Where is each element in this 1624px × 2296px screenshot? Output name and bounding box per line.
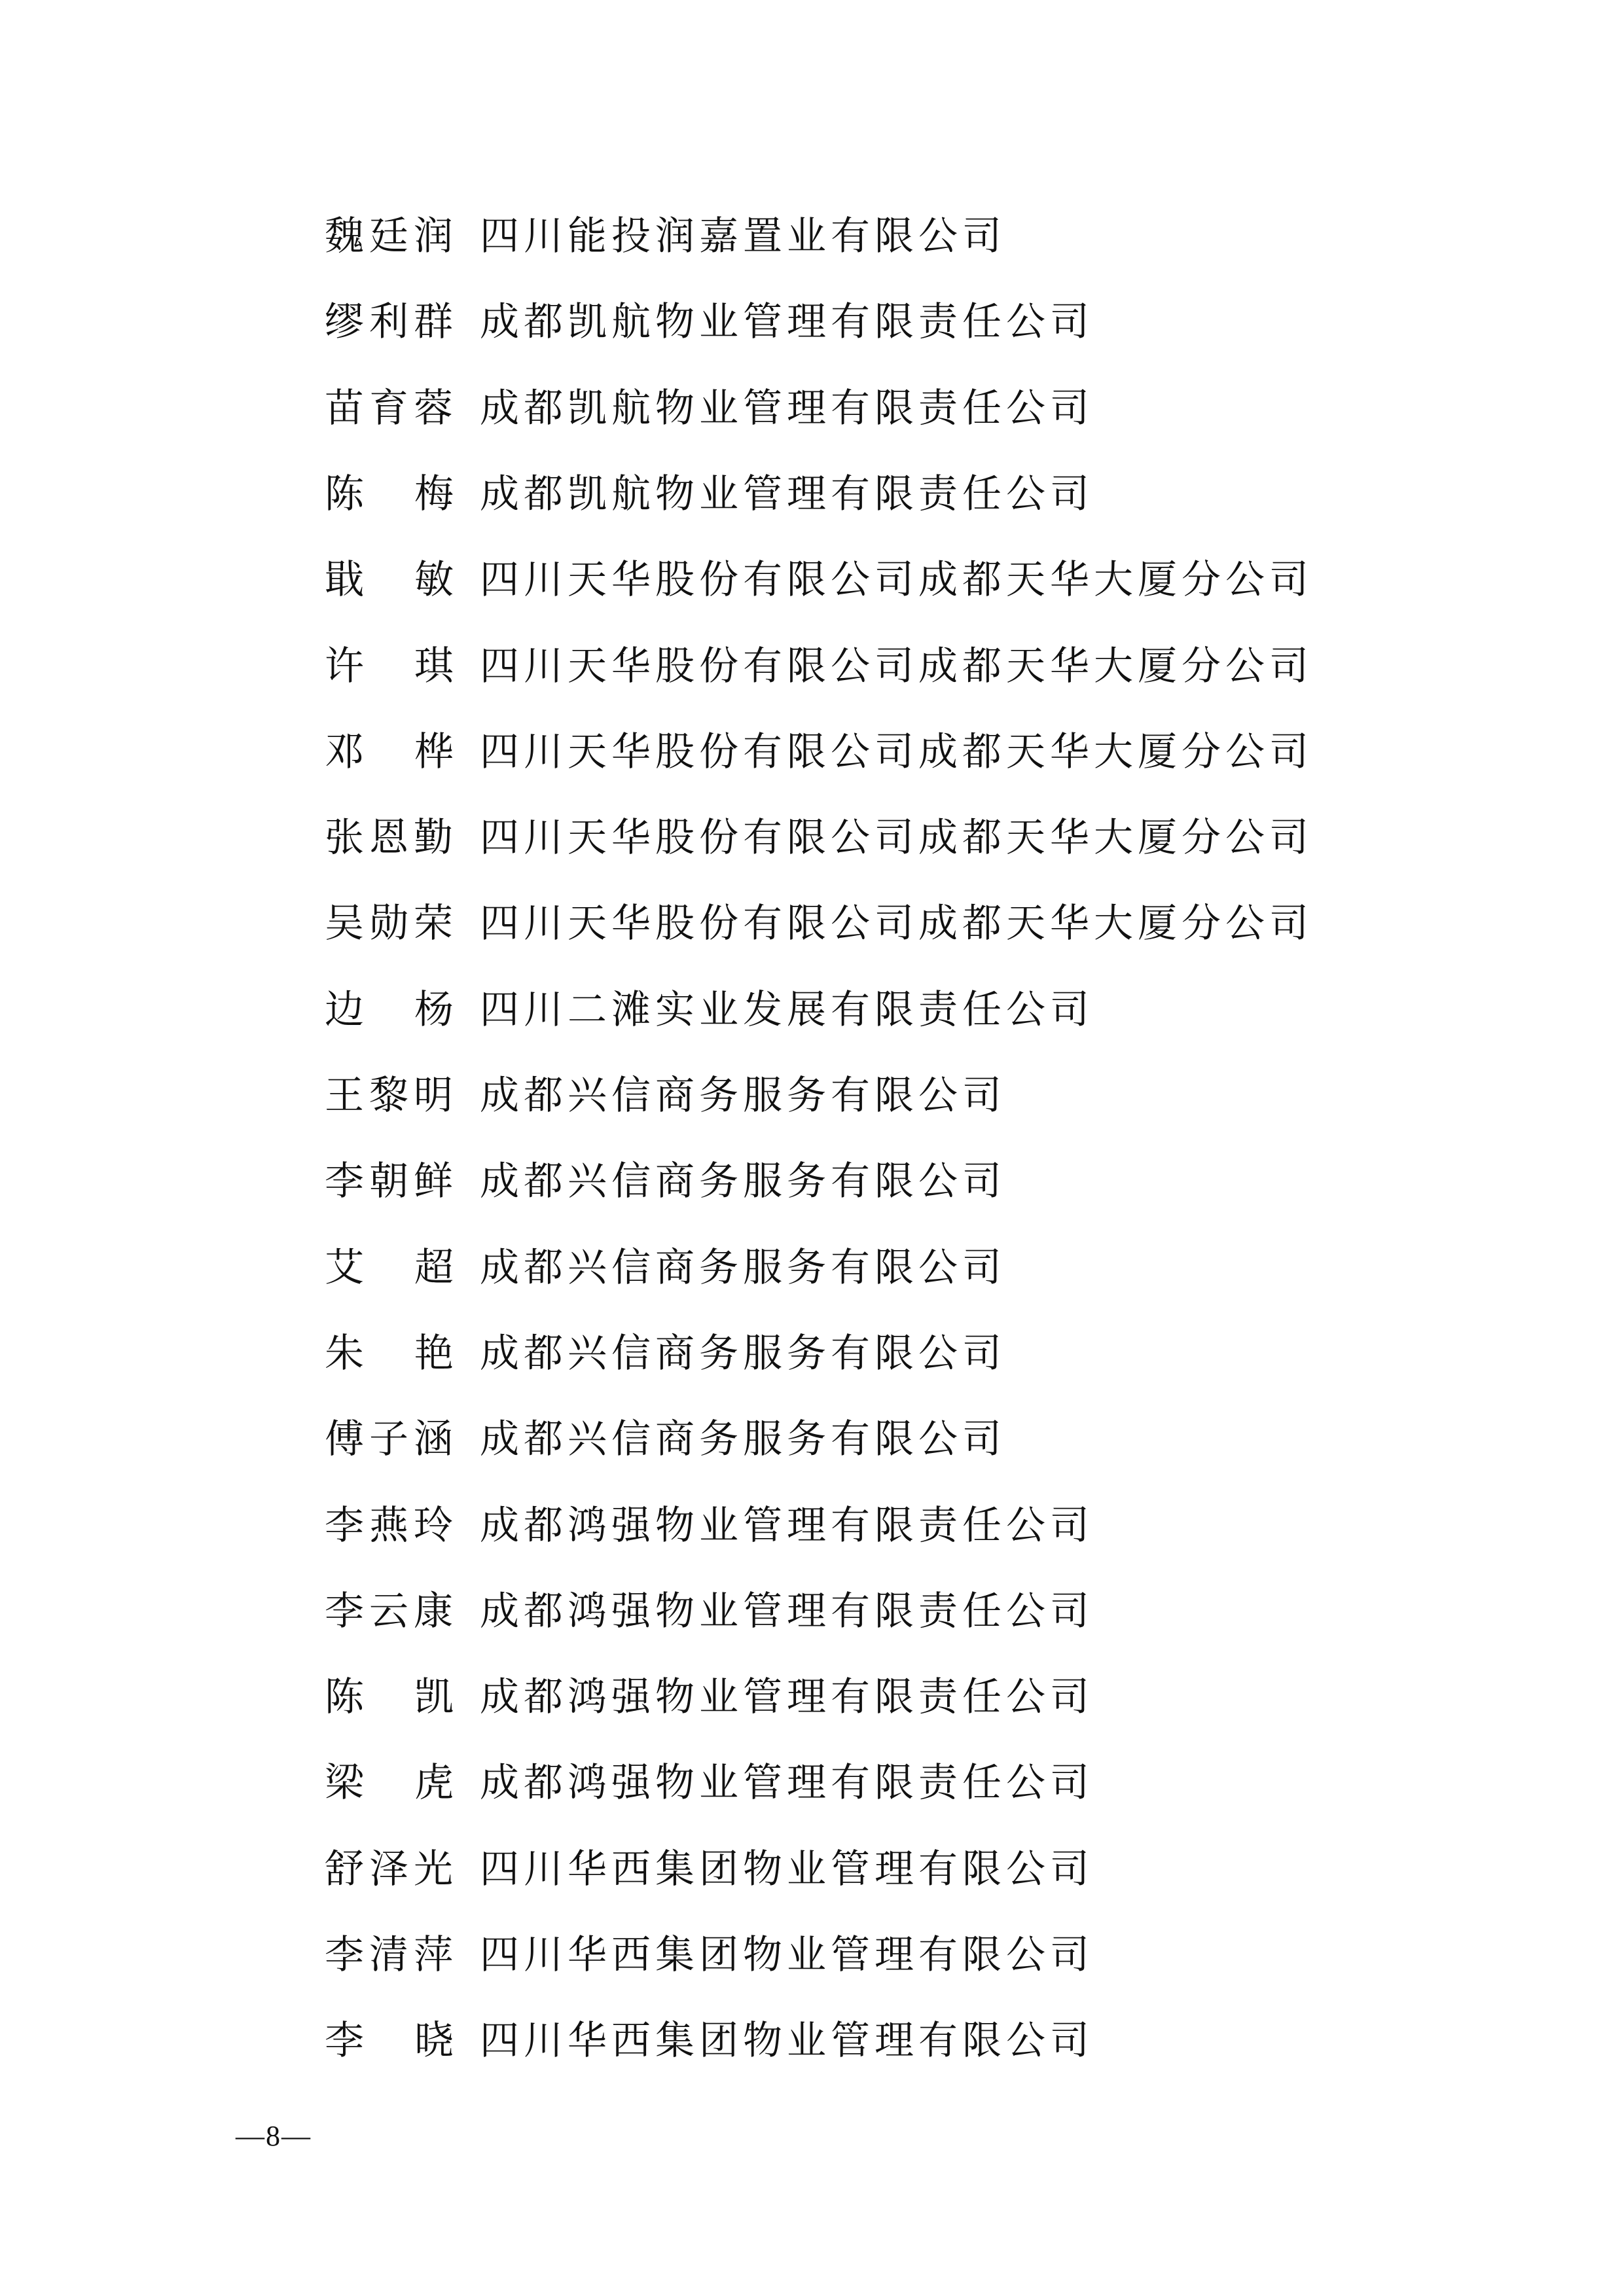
person-name: 李云康 [325,1588,458,1634]
company-name: 成都兴信商务服务有限公司 [480,1073,1006,1119]
company-name: 四川能投润嘉置业有限公司 [480,213,1006,259]
list-item [325,382,1094,435]
company-name: 成都鸿强物业管理有限责任公司 [480,1588,1094,1634]
company-name: 成都兴信商务服务有限公司 [480,1330,1006,1376]
person-name: 艾超 [325,1244,504,1291]
list-item [325,1155,1006,1208]
company-name: 四川天华股份有限公司成都天华大厦分公司 [480,815,1313,861]
list-item [325,296,1094,348]
list-item [325,210,1006,262]
person-name: 王黎明 [325,1073,458,1119]
person-name: 李晓 [325,2018,504,2064]
company-name: 四川华西集团物业管理有限公司 [480,2018,1094,2064]
person-name: 李燕玲 [325,1502,458,1549]
person-name: 陈梅 [325,471,504,517]
list-item [325,1671,1094,1723]
person-name: 魏廷润 [325,213,458,259]
company-name: 成都鸿强物业管理有限责任公司 [480,1760,1094,1806]
company-name: 成都兴信商务服务有限公司 [480,1158,1006,1205]
list-item [325,1757,1094,1809]
list-item [325,984,1094,1036]
company-name: 四川华西集团物业管理有限公司 [480,1932,1094,1978]
list-item [325,1242,1006,1294]
company-name: 四川天华股份有限公司成都天华大厦分公司 [480,728,1313,775]
company-name: 四川二滩实业发展有限责任公司 [480,986,1094,1033]
list-item [325,1585,1094,1638]
person-name: 邓桦 [325,728,504,775]
person-name: 戢敏 [325,557,504,603]
person-name: 苗育蓉 [325,385,458,431]
list-item [325,1499,1094,1552]
list-item [325,468,1094,520]
company-name: 成都凯航物业管理有限责任公司 [480,471,1094,517]
person-name: 边杨 [325,986,504,1033]
company-name: 成都凯航物业管理有限责任公司 [480,385,1094,431]
person-name: 许琪 [325,643,504,689]
company-name: 成都兴信商务服务有限公司 [480,1244,1006,1291]
person-name: 李朝鲜 [325,1158,458,1205]
list-item [325,726,1313,778]
person-name: 李清萍 [325,1932,458,1978]
person-name: 舒泽光 [325,1846,458,1892]
person-name: 梁虎 [325,1760,504,1806]
person-name: 朱艳 [325,1330,504,1376]
list-item [325,1327,1006,1380]
company-name: 成都兴信商务服务有限公司 [480,1416,1006,1463]
list-item [325,554,1313,606]
company-name: 成都鸿强物业管理有限责任公司 [480,1502,1094,1549]
list-item [325,897,1313,950]
list-item [325,2015,1094,2067]
list-item [325,640,1313,692]
person-name: 张恩勤 [325,815,458,861]
company-name: 四川天华股份有限公司成都天华大厦分公司 [480,643,1313,689]
company-name: 成都凯航物业管理有限责任公司 [480,299,1094,346]
company-name: 成都鸿强物业管理有限责任公司 [480,1674,1094,1721]
page-number: —8— [236,2120,312,2152]
list-item [325,1069,1006,1122]
person-name: 傅子涵 [325,1416,458,1463]
person-name: 缪利群 [325,299,458,346]
company-name: 四川天华股份有限公司成都天华大厦分公司 [480,901,1313,947]
list-item [325,1413,1006,1465]
person-name: 吴勋荣 [325,901,458,947]
company-name: 四川华西集团物业管理有限公司 [480,1846,1094,1892]
list-item [325,1843,1094,1895]
person-name: 陈凯 [325,1674,504,1721]
company-name: 四川天华股份有限公司成都天华大厦分公司 [480,557,1313,603]
list-item [325,812,1313,864]
list-item [325,1929,1094,1981]
